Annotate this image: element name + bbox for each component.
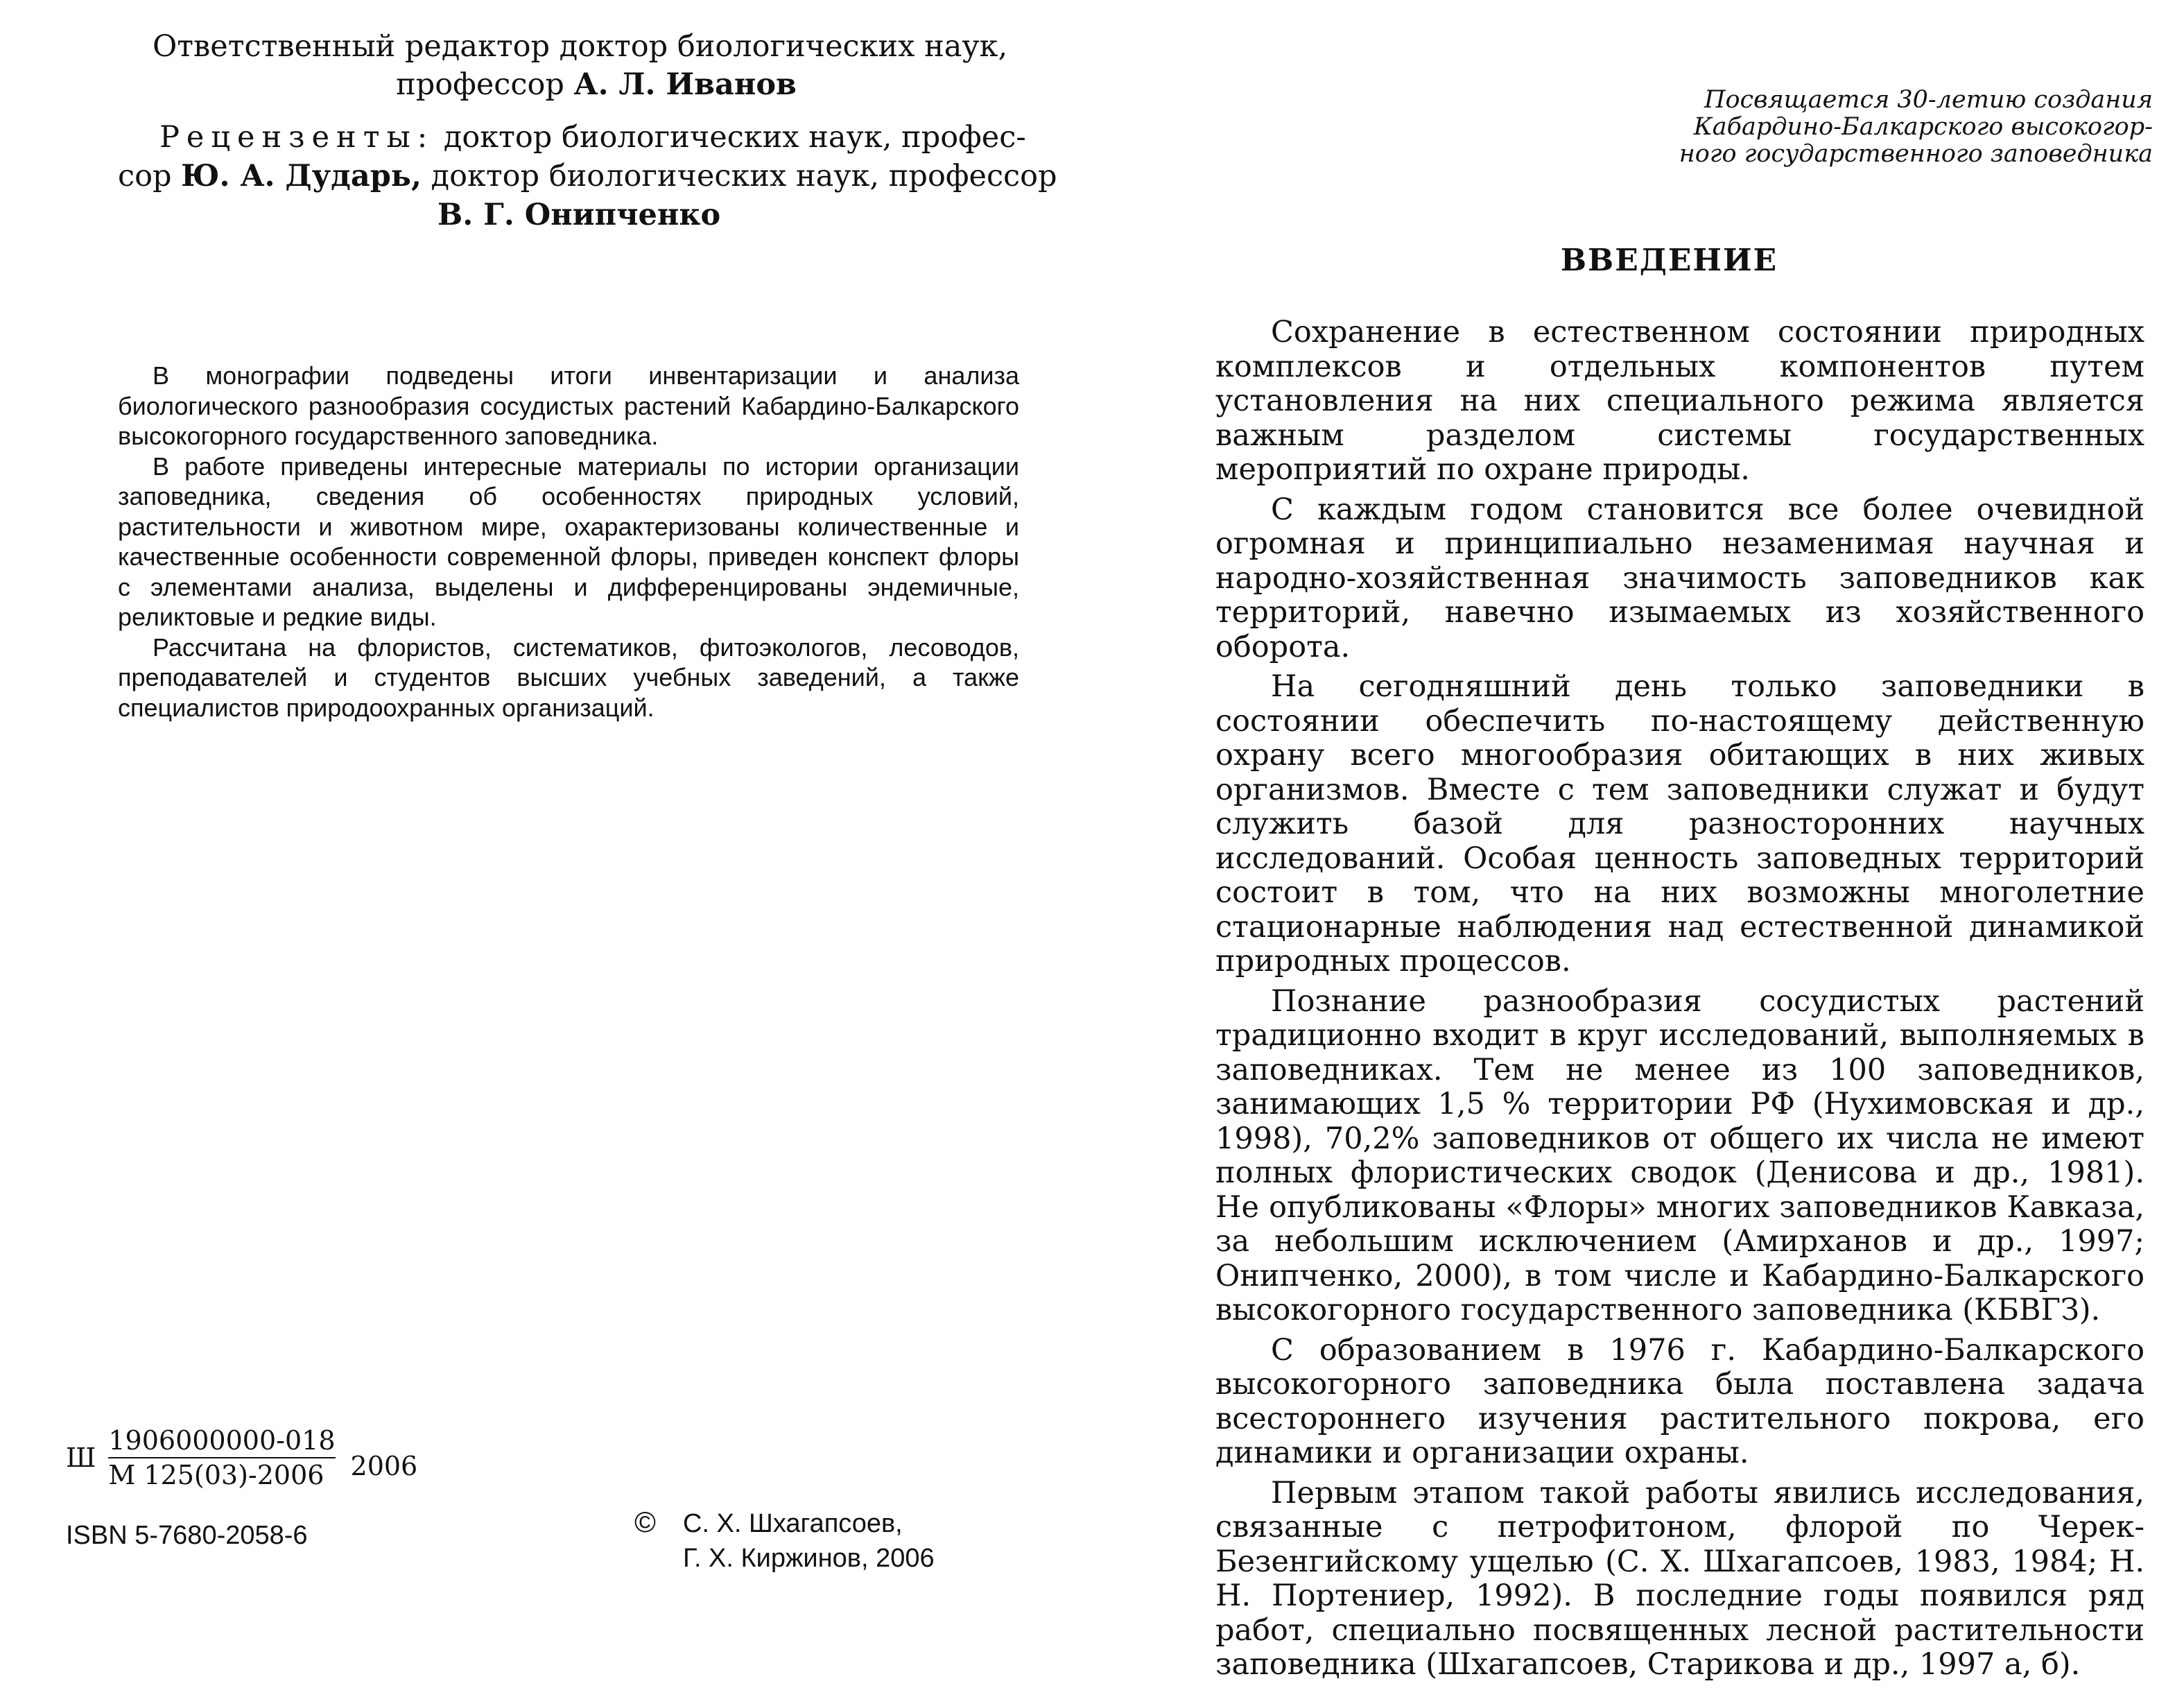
isbn: ISBN 5-7680-2058-6 — [66, 1521, 308, 1550]
reviewers-line-1 — [118, 118, 1040, 157]
copyright-block — [634, 1505, 935, 1576]
code-denominator: М 125(03)-2006 — [108, 1460, 324, 1490]
editor-prefix: профессор — [396, 67, 564, 102]
code-fraction — [108, 1425, 335, 1490]
code-numerator: 1906000000-018 — [108, 1425, 335, 1458]
right-page — [1092, 0, 2184, 1682]
introduction-text — [1215, 316, 2144, 1688]
body-paragraph: Познание разнообразия сосудистых растений традиционно входит в круг исследований, выполняемых в заповедниках. Тем не менее из 100 заповедников, занимающих 1,5 % территории РФ (Нухимовская и др., 1998), 70,2% заповедников от общего их числа не имеют полных флористических сводок (Денисова и др., 1981). Не опубликованы «Флоры» многих заповедников Кавказа, за небольшим исключением (Амирханов и др., 1997; Онипченко, 2000), в том числе и Кабардино-Балкарского высокогорного государственного заповедника (КБВГЗ). — [1215, 983, 2144, 1327]
reviewers-line-2 — [118, 157, 1057, 196]
dedication-line: Посвящается 30-летию создания — [1704, 86, 2153, 114]
body-paragraph: Сохранение в естественном состоянии природных комплексов и отдельных компонентов путем установления на них специального режима является важным разделом системы государственных мероприятий по охране природы. — [1215, 315, 2144, 487]
body-paragraph: Первым этапом такой работы явились исследования, связанные с петрофитоном, флорой по Черек-Безенгийскому ущелью (С. Х. Шхагапсоев, 1983, 1984; Н. Н. Портениер, 1992). В последние годы появился ряд работ, специально посвященных лесной растительности заповедника (Шхагапсоев, Старикова и др., 1997 а, б). — [1215, 1475, 2144, 1682]
dedication-line: Кабардино-Балкарского высокогор- — [1693, 113, 2153, 141]
reviewer-name-1: Ю. А. Дударь, — [181, 159, 422, 193]
reviewers-line2-prefix: сор — [118, 159, 172, 193]
annotation-paragraph: В монографии подведены итоги инвентаризации и анализа биологического разнообразия сосудистых растений Кабардино-Балкарского высокогорного государственного заповедника. — [118, 361, 1019, 450]
reviewers-label: Рецензенты: — [159, 120, 435, 155]
body-paragraph: С образованием в 1976 г. Кабардино-Балкарского высокогорного заповедника была поставлена задача всестороннего изучения растительного покрова, его динамики и организации охраны. — [1215, 1332, 2144, 1470]
code-year: 2006 — [350, 1451, 418, 1481]
body-paragraph: С каждым годом становится все более очевидной огромная и принципиально незаменимая научная и народно-хозяйственная значимость заповедников как территорий, навечно изымаемых из хозяйственного оборота. — [1215, 492, 2144, 664]
copyright-symbol: © — [634, 1506, 656, 1538]
body-paragraph: На сегодняшний день только заповедники в состоянии обеспечить по-настоящему действенную охрану всего многообразия обитающих в них живых организмов. Вместе с тем заповедники служат и будут служить базой для разносторонних научных исследований. Особая ценность заповедных территорий состоит в том, что на них возможны многолетние стационарные наблюдения над естественной динамикой природных процессов. — [1215, 669, 2144, 979]
reviewers-block — [118, 118, 1057, 234]
reviewer-name-2: В. Г. Онипченко — [437, 198, 721, 232]
copyright-author-1: С. Х. Шхагапсоев, — [683, 1509, 903, 1538]
reviewers-line1-text: доктор биологических наук, профес- — [443, 120, 1026, 155]
dedication-line: ного государственного заповедника — [1679, 140, 2153, 168]
editor-block — [153, 28, 1040, 104]
editor-line: Ответственный редактор доктор биологических наук, — [153, 29, 1008, 64]
editor-name-line — [153, 66, 1040, 104]
section-heading: ВВЕДЕНИЕ — [1560, 243, 1778, 278]
left-page — [0, 0, 1092, 1671]
code-prefix: Ш — [66, 1442, 96, 1473]
dedication — [1626, 87, 2153, 168]
copyright-author-2: Г. Х. Киржинов, 2006 — [683, 1544, 935, 1573]
annotation — [118, 361, 1019, 723]
annotation-paragraph: Рассчитана на флористов, систематиков, фитоэкологов, лесоводов, преподавателей и студентов высших учебных заведений, а также специалистов природоохранных организаций. — [118, 632, 1019, 722]
classification-codes — [66, 1425, 417, 1490]
reviewers-line2-text: доктор биологических наук, профессор — [431, 159, 1057, 193]
editor-name: А. Л. Иванов — [573, 67, 797, 102]
annotation-paragraph: В работе приведены интересные материалы по истории организации заповедника, сведения об особенностях природных условий, растительности и животном мире, охарактеризованы количественные и качественные особенности современной флоры, приведен конспект флоры с элементами анализа, выделены и дифференцированы эндемичные, реликтовые и редкие виды. — [118, 451, 1019, 631]
